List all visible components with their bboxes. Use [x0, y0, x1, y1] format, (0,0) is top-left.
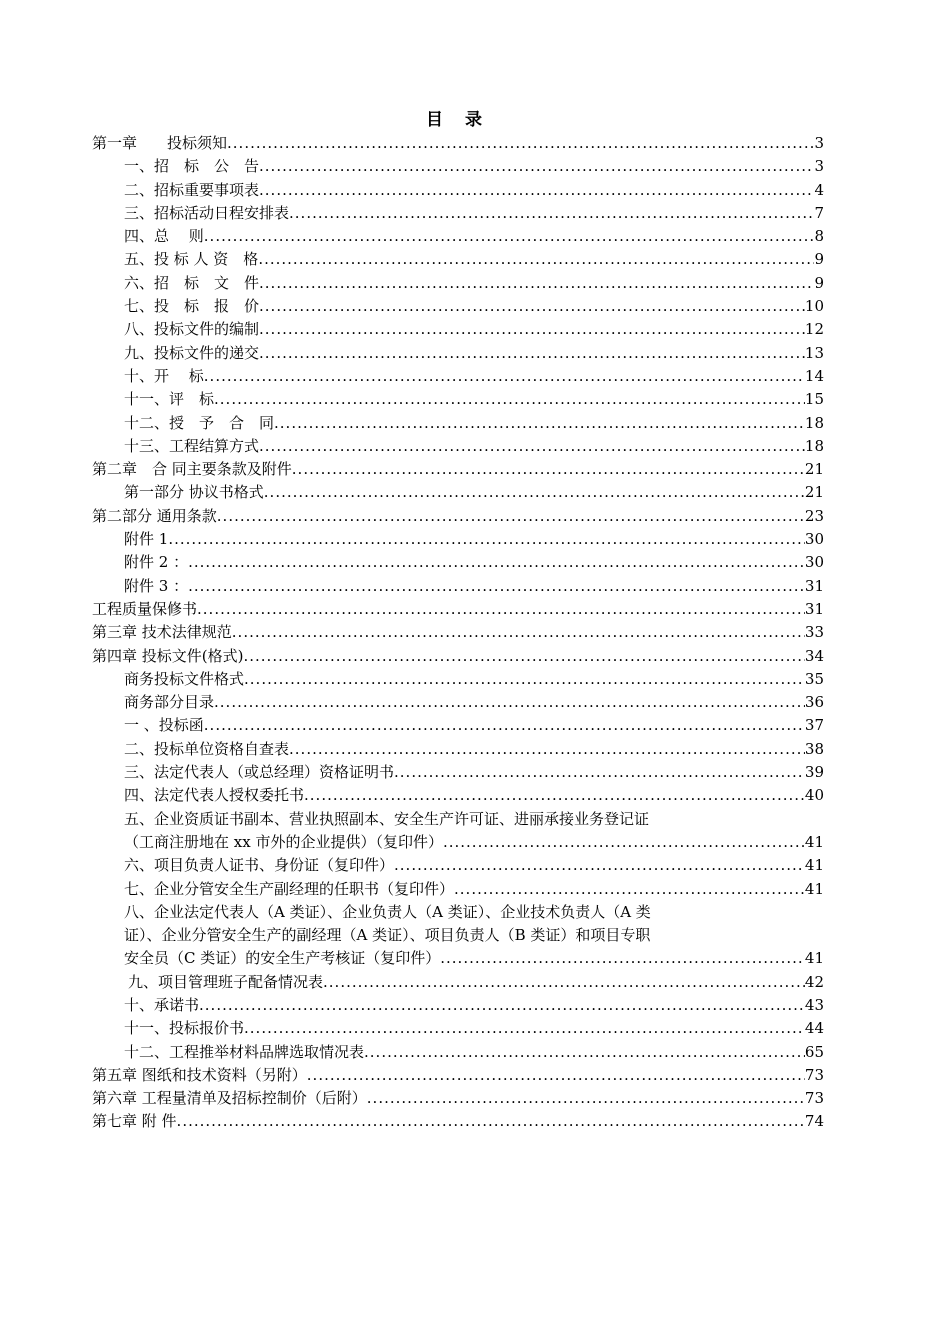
toc-leader-dots	[188, 575, 805, 598]
toc-entry	[92, 365, 824, 388]
toc-entry-page: 31	[804, 576, 824, 595]
toc-entry	[92, 295, 824, 318]
toc-entry-page: 33	[804, 623, 824, 642]
toc-leader-dots	[440, 947, 805, 970]
toc-entry	[92, 318, 824, 341]
toc-entry-label: 第四章 投标文件(格式)	[92, 646, 244, 665]
toc-entry-label: 十二、工程推举材料品牌选取情况表	[124, 1042, 365, 1061]
toc-entry-page: 23	[804, 506, 824, 525]
toc-entry-label: 第六章 工程量清单及招标控制价（后附）	[92, 1089, 367, 1108]
toc-entry-page: 3	[814, 157, 824, 176]
toc-leader-dots	[204, 365, 805, 388]
toc-entry	[92, 645, 824, 668]
toc-leader-dots	[243, 645, 804, 668]
toc-entry	[92, 132, 824, 155]
toc-leader-dots	[289, 738, 805, 761]
toc-leader-dots	[258, 248, 814, 271]
toc-leader-dots	[304, 784, 805, 807]
toc-entry-page: 14	[804, 366, 824, 385]
toc-leader-dots	[199, 994, 805, 1017]
toc-title: 目 录	[426, 110, 490, 130]
toc-entry-label: 七、投 标 报 价	[124, 297, 260, 316]
toc-entry-label: 证）、企业分管安全生产的副经理（A 类证）、项目负责人（B 类证）和项目专职	[124, 926, 651, 945]
toc-entry	[92, 155, 824, 178]
toc-entry-label: 第二章 合 同主要条款及附件	[92, 460, 292, 479]
toc-leader-dots	[454, 878, 805, 901]
toc-leader-dots	[323, 971, 805, 994]
toc-entry-label: 九、投标文件的递交	[124, 343, 260, 362]
toc-entry-page: 8	[814, 227, 824, 246]
toc-leader-dots	[204, 225, 815, 248]
toc-entry-label: 十一、投标报价书	[124, 1019, 245, 1038]
toc-entry-label: 附件 1	[124, 530, 169, 549]
toc-entry	[92, 388, 824, 411]
toc-leader-dots	[227, 132, 814, 155]
toc-leader-dots	[259, 179, 814, 202]
toc-entry-label: 十二、授 予 合 同	[124, 413, 275, 432]
toc-entry-page: 21	[804, 460, 824, 479]
toc-entry	[92, 202, 824, 225]
toc-entry-page: 7	[814, 203, 824, 222]
toc-leader-dots	[244, 1017, 805, 1040]
toc-entry-label: 附件 3 ：	[124, 576, 189, 595]
toc-entry-label: 三、法定代表人（或总经理）资格证明书	[124, 763, 395, 782]
toc-entry	[92, 575, 824, 598]
toc-entry-page: 30	[804, 553, 824, 572]
toc-entry-label: 附件 2 ：	[124, 553, 189, 572]
toc-leader-dots	[367, 1087, 805, 1110]
toc-entry	[92, 225, 824, 248]
toc-entry-label: 十、承诺书	[124, 995, 200, 1014]
toc-entry-page: 21	[804, 483, 824, 502]
toc-entry-label: 七、企业分管安全生产副经理的任职书（复印件）	[124, 879, 455, 898]
toc-entry	[92, 272, 824, 295]
toc-leader-dots	[244, 668, 805, 691]
toc-leader-dots	[197, 598, 805, 621]
toc-entry	[92, 1087, 824, 1110]
toc-entry	[92, 621, 824, 644]
toc-leader-dots	[274, 412, 805, 435]
toc-entry-label: 十一、评 标	[124, 390, 215, 409]
toc-entry	[92, 1017, 824, 1040]
toc-entry-page: 43	[804, 995, 824, 1014]
toc-entry-label: 工程质量保修书	[92, 599, 198, 618]
toc-leader-dots	[292, 458, 805, 481]
toc-entry	[92, 738, 824, 761]
toc-entry-page: 42	[804, 972, 824, 991]
toc-leader-dots	[289, 202, 814, 225]
toc-leader-dots	[264, 481, 805, 504]
toc-entry-label: 八、企业法定代表人（A 类证）、企业负责人（A 类证）、企业技术负责人（A 类	[124, 902, 651, 921]
toc-entry-page: 73	[804, 1065, 824, 1084]
toc-entry	[92, 784, 824, 807]
toc-entry	[92, 1110, 824, 1133]
toc-entry	[92, 598, 824, 621]
toc-entry-label: 五、投 标 人 资 格	[124, 250, 259, 269]
toc-entry-label: 第五章 图纸和技术资料（另附）	[92, 1065, 307, 1084]
toc-entry-page: 38	[804, 739, 824, 758]
toc-entry-page: 3	[814, 134, 824, 152]
toc-entry-page: 12	[804, 320, 824, 339]
toc-entry-label: 四、法定代表人授权委托书	[124, 786, 305, 805]
toc-entry-page: 36	[804, 693, 824, 712]
toc-leader-dots	[214, 388, 805, 411]
toc-entry-label: 第一章 投标须知	[92, 134, 228, 152]
toc-entry-label: 一、招 标 公 告	[124, 157, 260, 176]
toc-entry	[92, 994, 824, 1017]
toc-entry	[92, 808, 824, 855]
toc-leader-dots	[232, 621, 805, 644]
toc-leader-dots	[259, 155, 814, 178]
toc-entry-label: 第七章 附 件	[92, 1112, 177, 1131]
toc-entry-page: 41	[804, 949, 824, 968]
toc-leader-dots	[259, 295, 805, 318]
toc-entry	[92, 854, 824, 877]
toc-entry-label: 第一部分 协议书格式	[124, 483, 264, 502]
toc-leader-dots	[214, 691, 805, 714]
toc-entry-label: 六、项目负责人证书、身份证（复印件）	[124, 856, 395, 875]
toc-entry-page: 9	[814, 273, 824, 292]
toc-entry	[92, 481, 824, 504]
toc-entry	[92, 1041, 824, 1064]
toc-leader-dots	[394, 854, 805, 877]
toc-entry-page: 31	[804, 599, 824, 618]
toc-entry	[92, 551, 824, 574]
toc-entry	[92, 714, 824, 737]
toc-entry-label: 六、招 标 文 件	[124, 273, 260, 292]
toc-entry-label: 三、招标活动日程安排表	[124, 203, 290, 222]
toc-entry-page: 15	[804, 390, 824, 409]
toc-entry	[92, 761, 824, 784]
toc-entry-page: 35	[804, 669, 824, 688]
toc-leader-dots	[168, 528, 805, 551]
toc-leader-dots	[394, 761, 805, 784]
toc-entry-label: 八、投标文件的编制	[124, 320, 260, 339]
toc-entry-page: 41	[804, 856, 824, 875]
toc-entry-page: 34	[804, 646, 824, 665]
toc-entry	[92, 691, 824, 714]
toc-leader-dots	[307, 1064, 805, 1087]
toc-entry	[92, 901, 824, 971]
toc-entry	[92, 878, 824, 901]
toc-entry-page: 41	[804, 832, 824, 851]
toc-leader-dots	[259, 435, 805, 458]
toc-entry-page: 65	[804, 1042, 824, 1061]
toc-entry-label: 第二部分 通用条款	[92, 506, 217, 525]
toc-entry-page: 73	[804, 1089, 824, 1108]
toc-list	[92, 132, 824, 1134]
toc-entry	[92, 435, 824, 458]
toc-entry	[92, 458, 824, 481]
toc-leader-dots	[364, 1041, 805, 1064]
toc-entry-label: 第三章 技术法律规范	[92, 623, 232, 642]
toc-entry	[92, 1064, 824, 1087]
toc-entry-label: 十三、工程结算方式	[124, 436, 260, 455]
toc-entry-page: 18	[804, 436, 824, 455]
toc-entry-page: 30	[804, 530, 824, 549]
toc-entry-page: 13	[804, 343, 824, 362]
toc-entry-page: 4	[814, 180, 824, 199]
toc-entry	[92, 528, 824, 551]
toc-leader-dots	[204, 714, 805, 737]
toc-leader-dots	[259, 272, 814, 295]
toc-entry-label: 四、总 则	[124, 227, 204, 246]
toc-entry-page: 39	[804, 763, 824, 782]
toc-leader-dots	[217, 505, 805, 528]
toc-entry	[92, 971, 824, 994]
toc-leader-dots	[443, 831, 805, 854]
toc-entry-page: 9	[814, 250, 824, 269]
toc-entry-page: 10	[804, 297, 824, 316]
toc-entry-page: 37	[804, 716, 824, 735]
toc-entry	[92, 668, 824, 691]
toc-leader-dots	[259, 342, 805, 365]
toc-entry-label: （工商注册地在 xx 市外的企业提供）（复印件）	[124, 832, 443, 851]
toc-leader-dots	[259, 318, 805, 341]
toc-entry-label: 商务投标文件格式	[124, 669, 245, 688]
toc-entry-label: 九、项目管理班子配备情况表	[128, 972, 324, 991]
toc-entry	[92, 179, 824, 202]
toc-entry	[92, 505, 824, 528]
toc-entry-label: 商务部分目录	[124, 693, 215, 712]
toc-entry-label: 安全员（C 类证）的安全生产考核证（复印件）	[124, 949, 441, 968]
toc-leader-dots	[177, 1110, 805, 1133]
toc-leader-dots	[188, 551, 805, 574]
toc-entry-page: 40	[804, 786, 824, 805]
toc-entry-label: 一 、投标函	[124, 716, 204, 735]
toc-entry-label: 二、招标重要事项表	[124, 180, 260, 199]
toc-entry-page: 18	[804, 413, 824, 432]
toc-entry-page: 44	[804, 1019, 824, 1038]
toc-entry-page: 74	[804, 1112, 824, 1131]
toc-entry-page: 41	[804, 879, 824, 898]
toc-entry-label: 五、企业资质证书副本、营业执照副本、安全生产许可证、进丽承接业务登记证	[124, 809, 650, 828]
toc-entry	[92, 412, 824, 435]
toc-entry	[92, 342, 824, 365]
toc-entry-label: 二、投标单位资格自查表	[124, 739, 290, 758]
toc-entry-label: 十、开 标	[124, 366, 204, 385]
toc-entry	[92, 248, 824, 271]
